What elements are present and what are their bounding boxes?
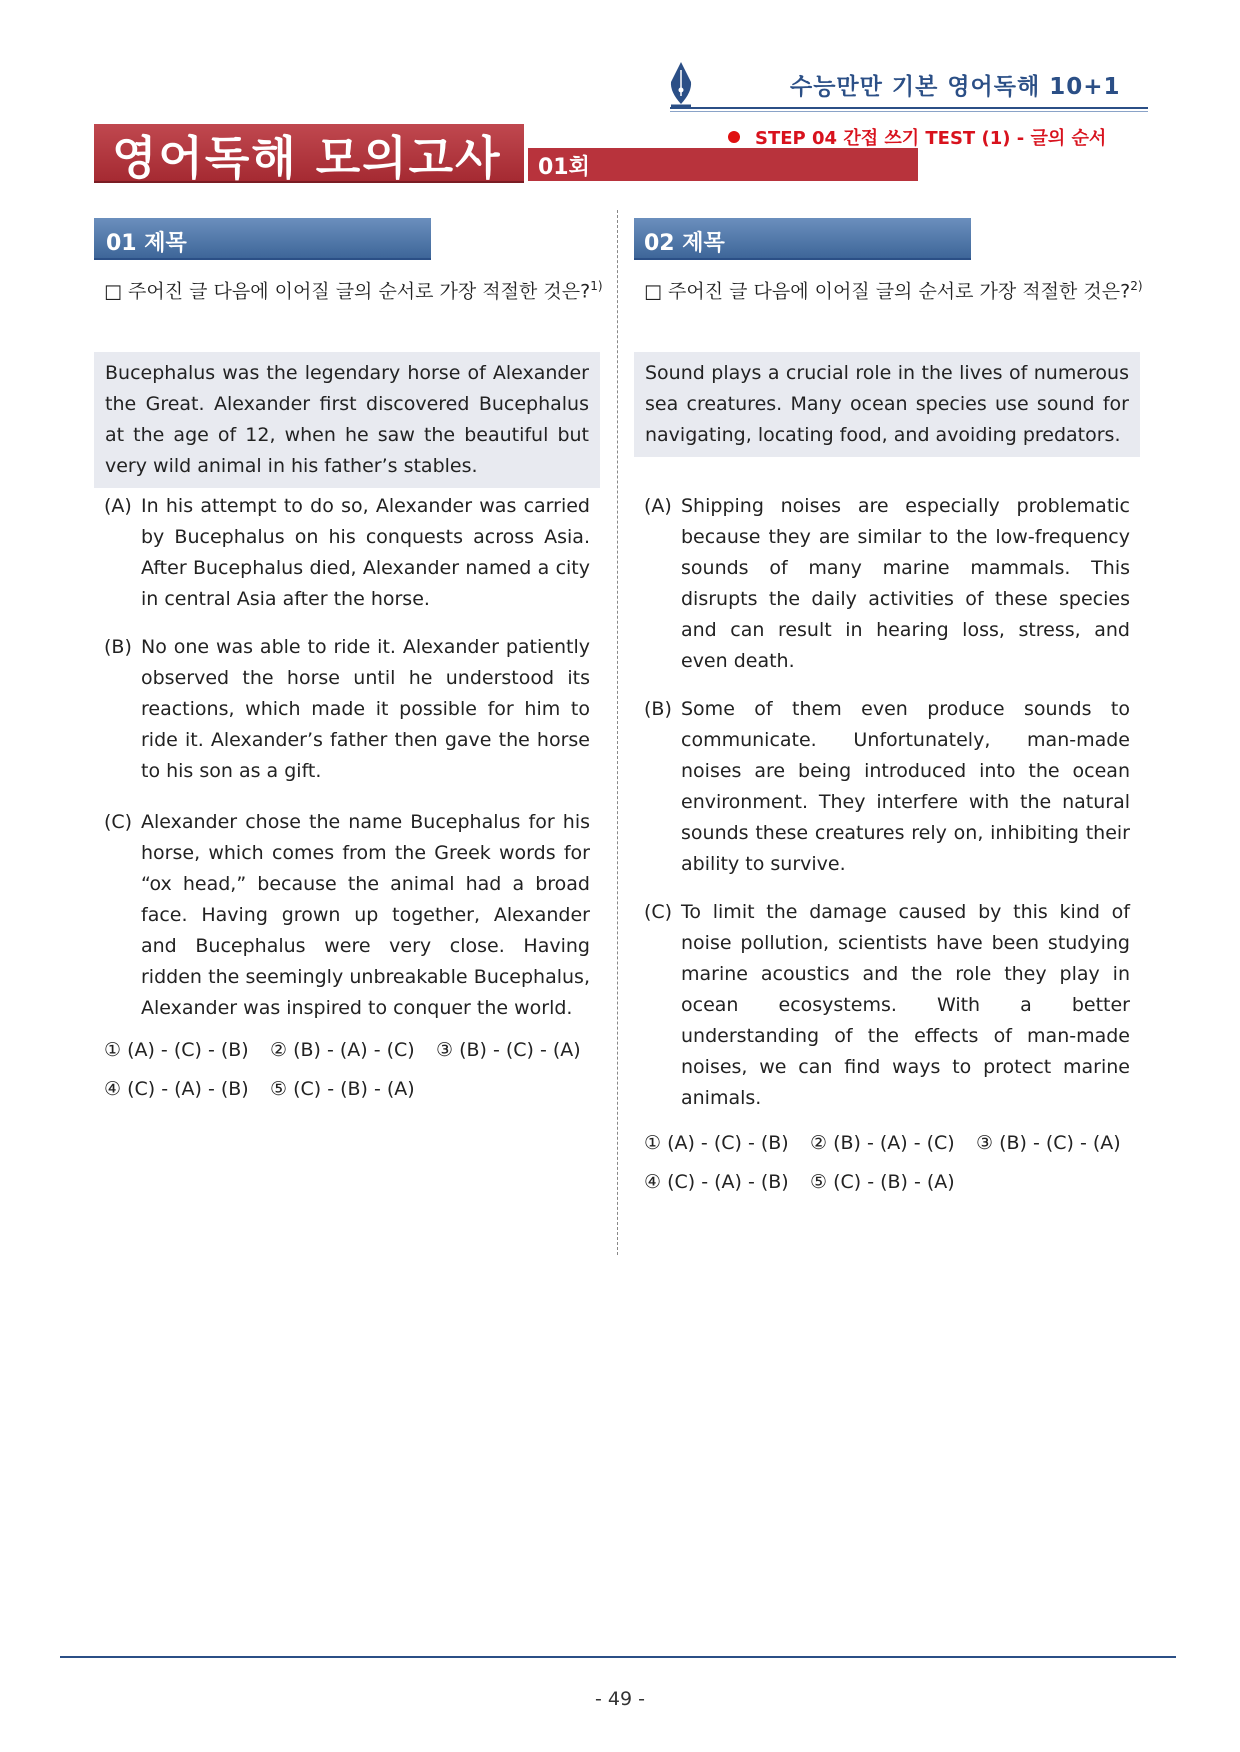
question-text: □ 주어진 글 다음에 이어질 글의 순서로 가장 적절한 것은?	[644, 280, 1131, 303]
paragraph-text: No one was able to ride it. Alexander patiently observed the horse until he understood its reactions, which made it possible for him to ride it. Alexander’s father then gave the horse to his son as a gift.	[141, 636, 590, 782]
section-title: 01 제목	[106, 231, 187, 256]
column-divider	[617, 210, 618, 1255]
paragraph-label: (A)	[644, 495, 672, 517]
given-passage: Bucephalus was the legendary horse of Alexander the Great. Alexander first discovered Bucephalus at the age of 12, when he saw the beautiful but very wild animal in his father’s stables.	[94, 352, 600, 488]
book-title: 수능만만 기본 영어독해 10+1	[790, 74, 1121, 100]
step-label: STEP 04 간접 쓰기 TEST (1) - 글의 순서	[755, 128, 1107, 149]
paragraph-label: (A)	[104, 495, 132, 517]
question-prompt	[644, 271, 1144, 307]
exam-title: 영어독해 모의고사	[112, 131, 502, 185]
paragraph-text: Shipping noises are especially problematic because they are similar to the low-frequency sounds of many marine mammals. This disrupts the daily activities of these species and can result in hearing loss, stress, and even death.	[681, 495, 1130, 672]
paragraph-label: (B)	[104, 636, 132, 658]
paragraph-label: (C)	[644, 901, 673, 923]
choice-4[interactable]: ④ (C) - (A) - (B)	[104, 1078, 249, 1100]
exam-round: 01회	[538, 155, 590, 180]
paragraph-label: (B)	[644, 698, 672, 720]
paragraph-text: Alexander chose the name Bucephalus for his horse, which comes from the Greek words for “ox head,” because the animal had a broad face. Having grown up together, Alexander and Bucephalus were very close. Having ridden the seemingly unbreakable Bucephalus, Alexander was inspired to conquer the world.	[141, 811, 590, 1019]
paragraph-b	[104, 632, 590, 787]
paragraph-label: (C)	[104, 811, 133, 833]
footnote-marker: 2)	[1130, 279, 1143, 293]
choice-1[interactable]: ① (A) - (C) - (B)	[644, 1132, 789, 1154]
bullet-icon	[728, 131, 740, 143]
choice-4[interactable]: ④ (C) - (A) - (B)	[644, 1171, 789, 1193]
footer-rule	[60, 1656, 1176, 1658]
answer-choices	[644, 1124, 1121, 1202]
choice-2[interactable]: ② (B) - (A) - (C)	[270, 1039, 415, 1061]
choice-3[interactable]: ③ (B) - (C) - (A)	[976, 1132, 1121, 1154]
paragraph-b	[644, 694, 1130, 880]
paragraph-a	[104, 491, 590, 615]
answer-choices	[104, 1031, 581, 1109]
given-passage: Sound plays a crucial role in the lives of numerous sea creatures. Many ocean species use sound for navigating, locating food, and avoiding predators.	[634, 352, 1140, 457]
question-text: □ 주어진 글 다음에 이어질 글의 순서로 가장 적절한 것은?	[104, 280, 591, 303]
paragraph-text: Some of them even produce sounds to communicate. Unfortunately, man-made noises are being introduced into the ocean environment. They interfere with the natural sounds these creatures rely on, inhibiting their ability to survive.	[681, 698, 1130, 875]
choice-5[interactable]: ⑤ (C) - (B) - (A)	[270, 1078, 415, 1100]
choice-5[interactable]: ⑤ (C) - (B) - (A)	[810, 1171, 955, 1193]
banner-divider	[524, 124, 527, 181]
paragraph-a	[644, 491, 1130, 677]
paragraph-c	[644, 897, 1130, 1114]
footnote-marker: 1)	[590, 279, 603, 293]
paragraph-text: To limit the damage caused by this kind of noise pollution, scientists have been studying marine acoustics and the role they play in ocean ecosystems. With a better understanding of the effects of man-made noises, we can find ways to protect marine animals.	[681, 901, 1130, 1109]
question-prompt	[104, 271, 604, 307]
header-rule-thin	[670, 111, 1148, 112]
section-title: 02 제목	[644, 231, 725, 256]
choice-3[interactable]: ③ (B) - (C) - (A)	[436, 1039, 581, 1061]
header-rule	[670, 107, 1148, 109]
paragraph-c	[104, 807, 590, 1024]
page-number: - 49 -	[595, 1688, 645, 1710]
choice-1[interactable]: ① (A) - (C) - (B)	[104, 1039, 249, 1061]
choice-2[interactable]: ② (B) - (A) - (C)	[810, 1132, 955, 1154]
fountain-pen-icon	[666, 60, 696, 110]
paragraph-text: In his attempt to do so, Alexander was carried by Bucephalus on his conquests across Asia. After Bucephalus died, Alexander named a city in central Asia after the horse.	[141, 495, 590, 610]
